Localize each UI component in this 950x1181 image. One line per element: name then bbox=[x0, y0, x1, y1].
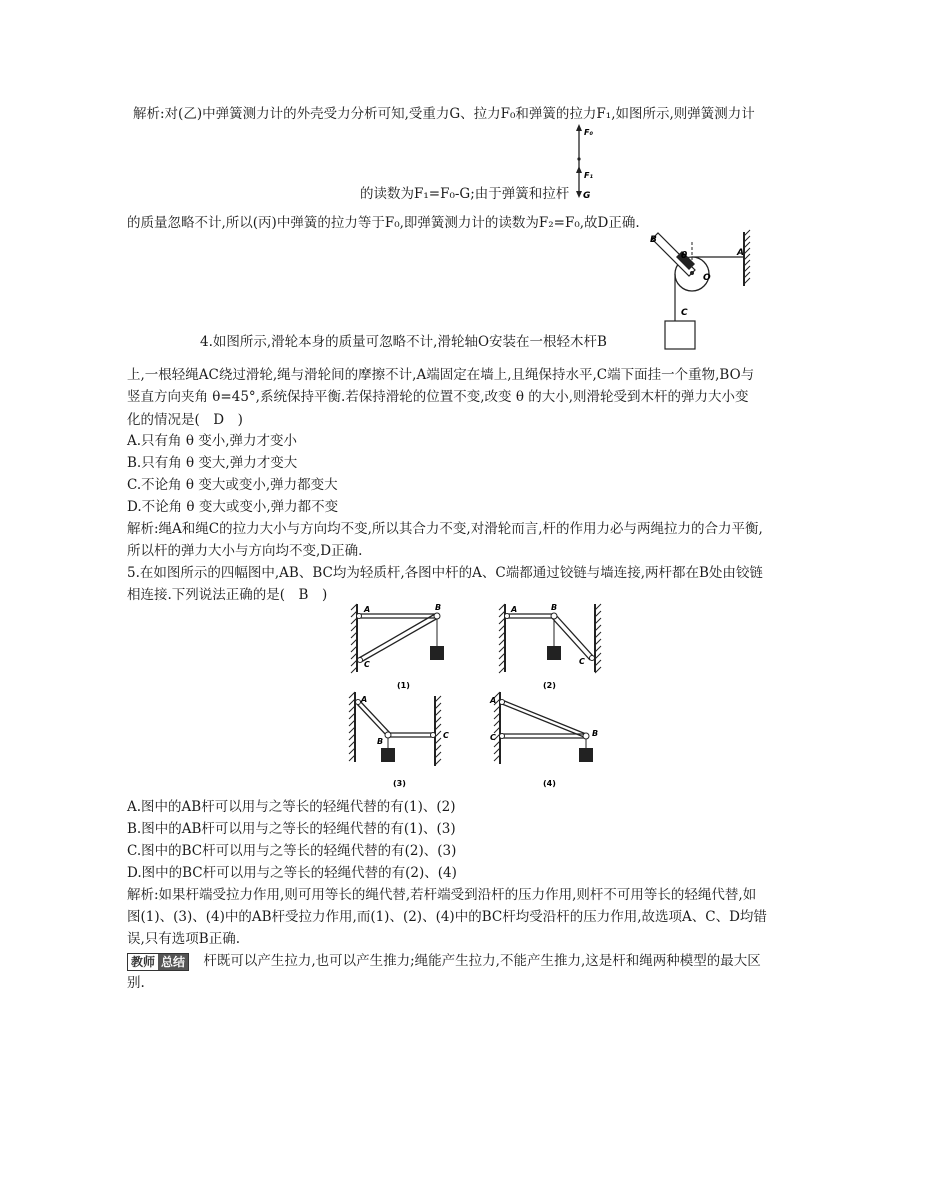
label-g: G bbox=[583, 191, 591, 201]
q5-option-c: C.图中的BC杆可以用与之等长的轻绳代替的有(2)、(3) bbox=[127, 843, 457, 859]
weight-box bbox=[665, 321, 695, 349]
pulley-diagram bbox=[640, 228, 770, 363]
q4-option-d: D.不论角 θ 变大或变小,弹力都不变 bbox=[127, 499, 339, 515]
label-b: B bbox=[551, 603, 558, 612]
caption: (3) bbox=[393, 779, 406, 788]
label-f1: F₁ bbox=[584, 171, 593, 180]
q5-option-d: D.图中的BC杆可以用与之等长的轻绳代替的有(2)、(4) bbox=[127, 865, 457, 881]
force-diagram bbox=[565, 122, 605, 202]
label-c: C bbox=[490, 733, 496, 742]
label-c: C bbox=[443, 731, 449, 740]
q4-option-a: A.只有角 θ 变小,弹力才变小 bbox=[127, 433, 298, 449]
q5-line-2: 相连接.下列说法正确的是( B ) bbox=[127, 587, 328, 603]
rod-figure-4 bbox=[488, 690, 608, 790]
label-b: B bbox=[377, 737, 384, 746]
rod-figure-2 bbox=[495, 600, 605, 695]
g-arrow-icon bbox=[576, 191, 582, 198]
solution-line-2: 的读数为F₁=F₀-G;由于弹簧和拉杆 bbox=[360, 186, 570, 202]
q4-solution-line-1: 解析:绳A和绳C的拉力大小与方向均不变,所以其合力不变,对滑轮而言,杆的作用力必与两绳拉力的合力平衡, bbox=[127, 521, 763, 537]
label-c: C bbox=[579, 657, 585, 666]
solution-line-1: 解析:对(乙)中弹簧测力计的外壳受力分析可知,受重力G、拉力F₀和弹簧的拉力F₁,如图所示,则弹簧测力计 bbox=[133, 106, 755, 122]
q4-line-4: 化的情况是( D ) bbox=[127, 412, 243, 428]
label-f0: F₀ bbox=[584, 128, 593, 137]
q4-solution-line-2: 所以杆的弹力大小与方向均不变,D正确. bbox=[127, 543, 363, 559]
weight-block bbox=[381, 748, 395, 762]
q5-solution-line-2: 图(1)、(3)、(4)中的AB杆受拉力作用,而(1)、(2)、(4)中的BC杆均受沿杆的压力作用,故选项A、C、D均错 bbox=[127, 909, 767, 925]
rod-figure-1 bbox=[345, 600, 455, 695]
label-a: A bbox=[364, 605, 371, 614]
weight-block bbox=[430, 646, 444, 660]
label-a: A bbox=[361, 695, 368, 704]
label-a: A bbox=[490, 696, 497, 705]
q5-solution-line-3: 误,只有选项B正确. bbox=[127, 931, 241, 947]
q5-line-1: 5.在如图所示的四幅图中,AB、BC均为轻质杆,各图中杆的A、C端都通过铰链与墙连接,两杆都在B处由铰链 bbox=[127, 565, 763, 581]
tag-part-2: 总结 bbox=[158, 954, 188, 970]
caption: (2) bbox=[543, 681, 556, 690]
rod-figure-3 bbox=[345, 690, 455, 790]
q4-line-3: 竖直方向夹角 θ=45°,系统保持平衡.若保持滑轮的位置不变,改变 θ 的大小,则滑轮受到木杆的弹力大小变 bbox=[127, 389, 749, 405]
label-c: C bbox=[364, 660, 370, 669]
label-b: B bbox=[435, 603, 442, 612]
q4-line-2: 上,一根轻绳AC绕过滑轮,绳与滑轮间的摩擦不计,A端固定在墙上,且绳保持水平,C端下面挂一个重物,BO与 bbox=[127, 367, 755, 383]
label-b: B bbox=[592, 729, 599, 738]
solution-line-3: 的质量忽略不计,所以(丙)中弹簧的拉力等于F₀,即弹簧测力计的读数为F₂=F₀,故D正确. bbox=[127, 215, 640, 231]
q4-option-c: C.不论角 θ 变大或变小,弹力都变大 bbox=[127, 477, 338, 493]
f1-arrow-icon bbox=[576, 166, 582, 173]
q4-line-1: 4.如图所示,滑轮本身的质量可忽略不计,滑轮轴O安装在一根轻木杆B bbox=[200, 334, 607, 350]
teacher-summary-line-2: 别. bbox=[127, 975, 145, 991]
f0-arrow-icon bbox=[576, 124, 582, 131]
label-b: B bbox=[650, 235, 657, 245]
weight-block bbox=[579, 748, 593, 762]
label-theta: θ bbox=[681, 251, 688, 261]
tag-part-1: 教师 bbox=[128, 954, 158, 970]
label-a: A bbox=[737, 248, 744, 258]
q5-solution-line-1: 解析:如果杆端受拉力作用,则可用等长的绳代替,若杆端受到沿杆的压力作用,则杆不可用等长的轻绳代替,如 bbox=[127, 887, 757, 903]
label-o: O bbox=[703, 273, 711, 283]
q5-option-b: B.图中的AB杆可以用与之等长的轻绳代替的有(1)、(3) bbox=[127, 821, 456, 837]
force-point bbox=[577, 157, 580, 160]
q4-option-b: B.只有角 θ 变大,弹力才变大 bbox=[127, 455, 298, 471]
axle-o bbox=[690, 271, 694, 275]
weight-block bbox=[547, 646, 561, 660]
label-c: C bbox=[681, 308, 688, 318]
teacher-summary-text: 杆既可以产生拉力,也可以产生推力;绳能产生拉力,不能产生推力,这是杆和绳两种模型的最大区 bbox=[203, 953, 761, 969]
teacher-summary-tag bbox=[127, 953, 189, 971]
caption: (4) bbox=[543, 779, 556, 788]
label-a: A bbox=[511, 605, 518, 614]
q5-option-a: A.图中的AB杆可以用与之等长的轻绳代替的有(1)、(2) bbox=[127, 799, 456, 815]
teacher-summary-line-1 bbox=[127, 951, 761, 971]
caption: (1) bbox=[397, 681, 410, 690]
